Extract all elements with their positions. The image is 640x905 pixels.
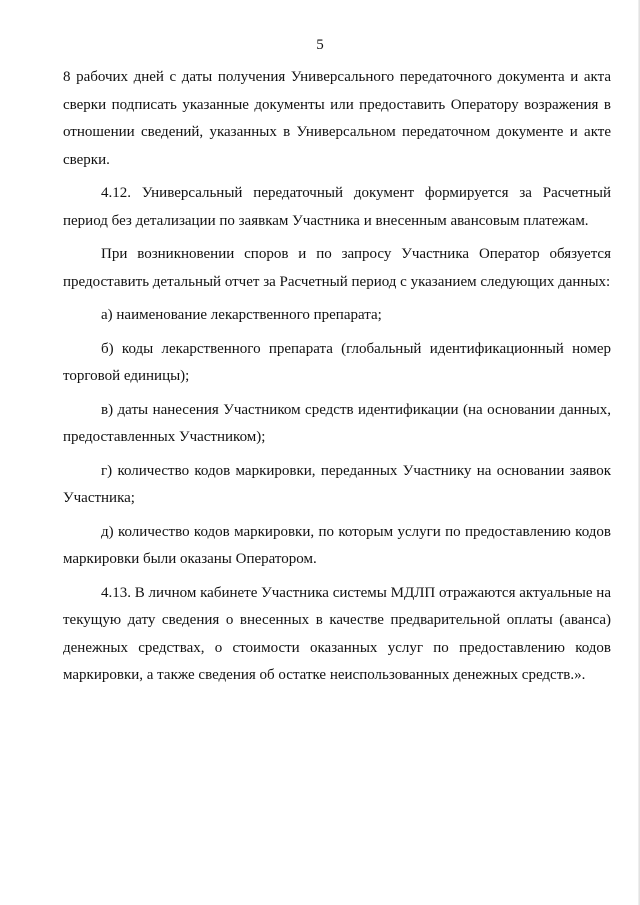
paragraph-clause-4-13: 4.13. В личном кабинете Участника системы МДЛП отражаются актуальные на текущую дату сведения о внесенных в качестве предварительной оплаты (аванса) денежных средствах, о стоимости оказанных услуг по предоставлению кодов маркировки, а также сведения об остатке неиспользованных денежных средств.». xyxy=(63,584,611,683)
paragraph-continuation: 8 рабочих дней с даты получения Универсального передаточного документа и акта сверки подписать указанные документы или предоставить Оператору возражения в отношении сведений, указанных в Универсальном передаточном документе и акте сверки. xyxy=(63,69,611,168)
list-item-d: д) количество кодов маркировки, по которым услуги по предоставлению кодов маркировки были оказаны Оператором. xyxy=(63,523,611,567)
paragraph-clause-4-12: 4.12. Универсальный передаточный документ формируется за Расчетный период без детализации по заявкам Участника и внесенным авансовым платежам. xyxy=(63,185,611,229)
page-number: 5 xyxy=(316,37,324,53)
list-item-a: а) наименование лекарственного препарата; xyxy=(101,307,382,323)
paragraph-disputes: При возникновении споров и по запросу Участника Оператор обязуется предоставить детальный отчет за Расчетный период с указанием следующих данных: xyxy=(63,246,611,290)
document-body xyxy=(63,64,611,696)
list-item-b: б) коды лекарственного препарата (глобальный идентификационный номер торговой единицы); xyxy=(63,340,611,384)
list-item-v: в) даты нанесения Участником средств идентификации (на основании данных, предоставленных Участником); xyxy=(63,401,611,445)
list-item-g: г) количество кодов маркировки, переданных Участнику на основании заявок Участника; xyxy=(63,462,611,506)
